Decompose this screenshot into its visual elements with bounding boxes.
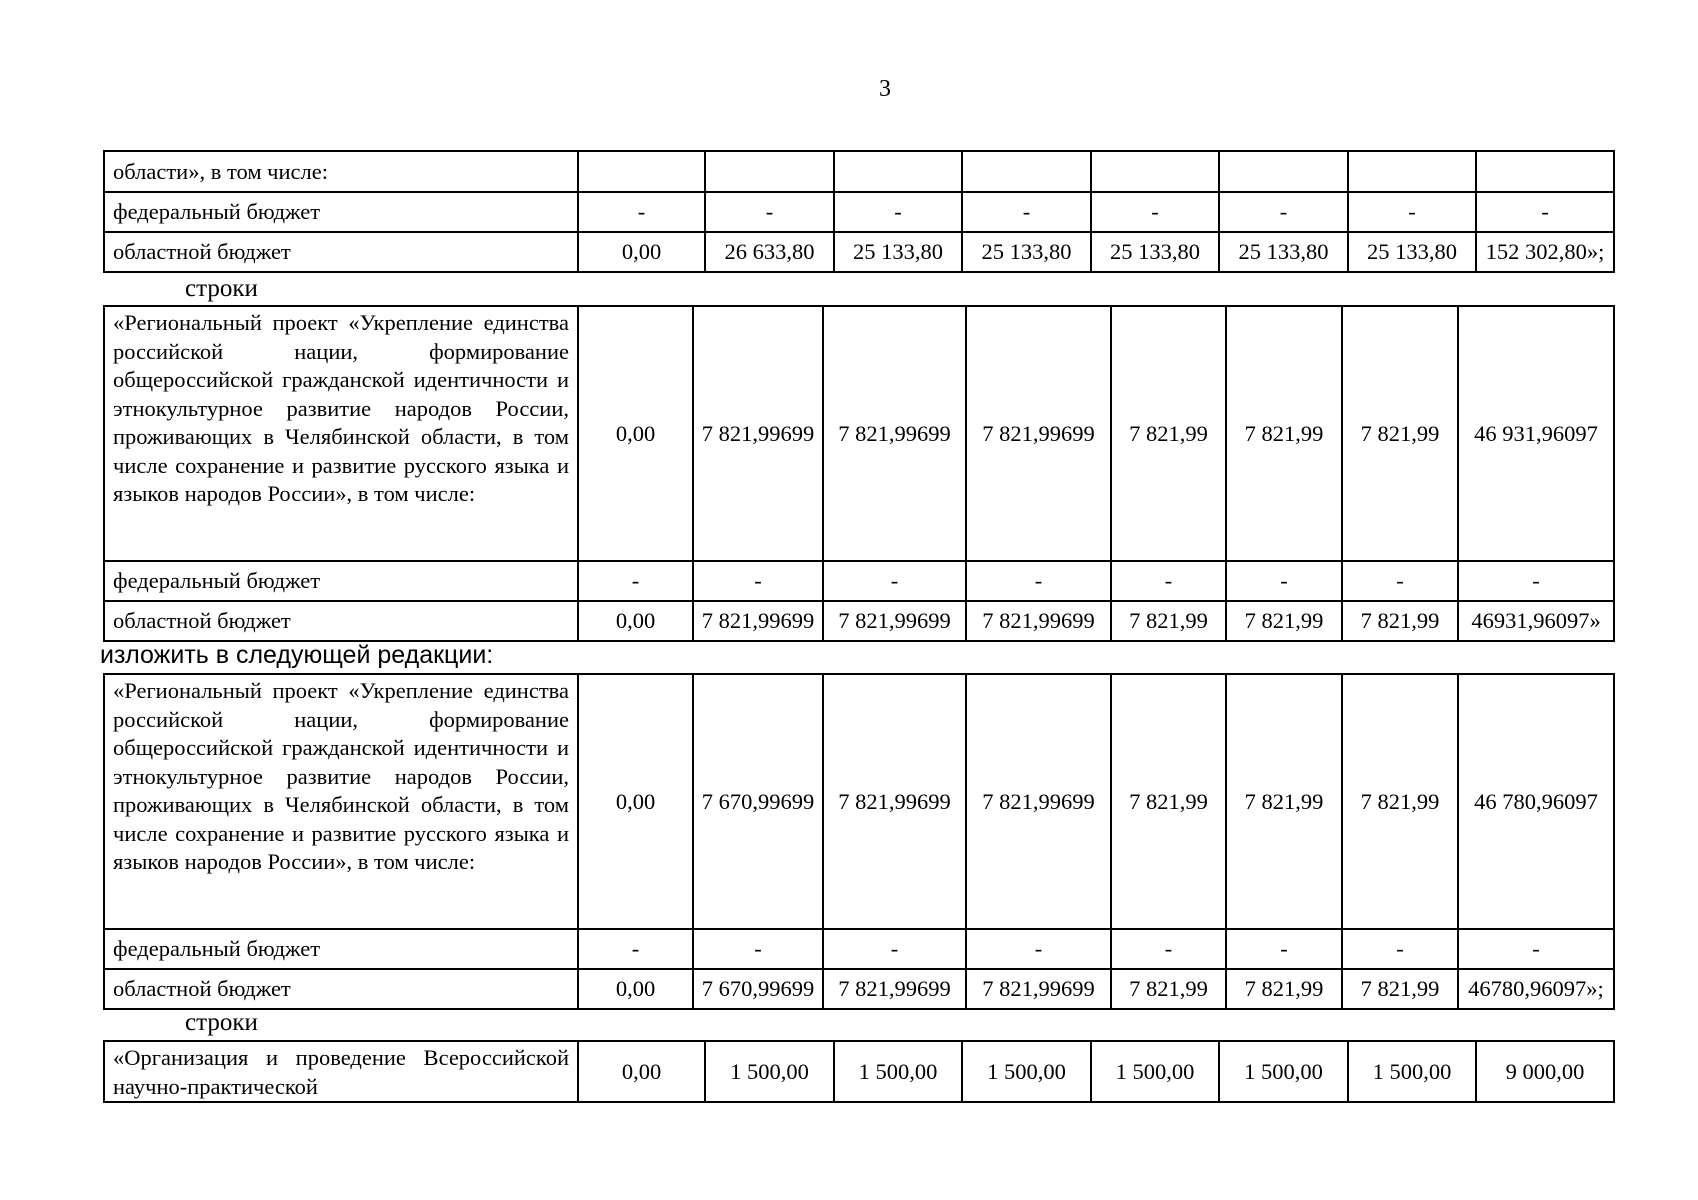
table-row	[104, 969, 1614, 1009]
cell: 7 821,99	[1226, 674, 1342, 929]
cell: 0,00	[578, 969, 693, 1009]
cell: -	[693, 561, 823, 601]
table-row	[104, 306, 1614, 561]
table-3	[103, 673, 1615, 1010]
row-label: «Региональный проект «Укрепление единства российской нации, формирование общероссийской гражданской идентичности и этнокультурное развитие народов России, проживающих в Челябинской области, в том числе сохранение и развитие русского языка и языков народов России», в том числе:	[104, 306, 578, 561]
cell: 46780,96097»;	[1458, 969, 1614, 1009]
cell: 46931,96097»	[1458, 601, 1614, 641]
cell: -	[966, 561, 1111, 601]
cell: 1 500,00	[1219, 1041, 1348, 1102]
row-label: области», в том числе:	[104, 151, 578, 192]
cell: 7 821,99	[1111, 306, 1226, 561]
cell: 7 821,99699	[966, 601, 1111, 641]
cell: -	[1476, 192, 1614, 232]
cell	[1476, 151, 1614, 192]
cell: 7 821,99	[1342, 969, 1458, 1009]
cell: 7 670,99699	[693, 969, 823, 1009]
cell: -	[966, 929, 1111, 969]
row-label: областной бюджет	[104, 969, 578, 1009]
table-row	[104, 601, 1614, 641]
table-row	[104, 151, 1614, 192]
cell: -	[1226, 561, 1342, 601]
cell: 7 821,99699	[693, 601, 823, 641]
cell: 26 633,80	[705, 232, 834, 272]
cell	[1091, 151, 1219, 192]
cell: 152 302,80»;	[1476, 232, 1614, 272]
cell: 1 500,00	[705, 1041, 834, 1102]
cell: -	[578, 192, 705, 232]
table-row	[104, 192, 1614, 232]
cell: -	[578, 561, 693, 601]
cell: 7 821,99699	[823, 601, 966, 641]
cell: 25 133,80	[1091, 232, 1219, 272]
cell: 7 821,99	[1342, 674, 1458, 929]
cell: 0,00	[578, 674, 693, 929]
cell: -	[823, 929, 966, 969]
stroki-label: строки	[185, 1009, 258, 1036]
cell: 1 500,00	[834, 1041, 962, 1102]
cell: -	[1219, 192, 1348, 232]
cell: 7 821,99699	[966, 306, 1111, 561]
cell: 7 821,99	[1111, 969, 1226, 1009]
cell: 0,00	[578, 232, 705, 272]
cell	[705, 151, 834, 192]
cell: 0,00	[578, 601, 693, 641]
cell: 0,00	[578, 306, 693, 561]
cell: -	[1458, 561, 1614, 601]
cell: 7 821,99	[1342, 306, 1458, 561]
cell: 7 821,99	[1226, 601, 1342, 641]
row-label: «Региональный проект «Укрепление единства российской нации, формирование общероссийской гражданской идентичности и этнокультурное развитие народов России, проживающих в Челябинской области, в том числе сохранение и развитие русского языка и языков народов России», в том числе:	[104, 674, 578, 929]
cell: -	[1458, 929, 1614, 969]
cell: -	[823, 561, 966, 601]
cell: -	[1111, 561, 1226, 601]
table-4	[103, 1040, 1615, 1103]
cell: 7 821,99699	[823, 674, 966, 929]
row-label: «Организация и проведение Всероссийской научно-практической	[104, 1041, 578, 1102]
cell: -	[834, 192, 962, 232]
cell: 25 133,80	[834, 232, 962, 272]
row-label: федеральный бюджет	[104, 561, 578, 601]
cell: 0,00	[578, 1041, 705, 1102]
cell: 1 500,00	[1348, 1041, 1476, 1102]
cell: 7 670,99699	[693, 674, 823, 929]
cell: 7 821,99	[1111, 674, 1226, 929]
cell	[962, 151, 1091, 192]
cell: 7 821,99699	[693, 306, 823, 561]
cell: 46 931,96097	[1458, 306, 1614, 561]
cell: 7 821,99699	[966, 674, 1111, 929]
cell: 25 133,80	[1348, 232, 1476, 272]
cell: 7 821,99	[1226, 306, 1342, 561]
table-row	[104, 232, 1614, 272]
row-label: федеральный бюджет	[104, 192, 578, 232]
cell: 25 133,80	[962, 232, 1091, 272]
cell: 7 821,99	[1342, 601, 1458, 641]
cell: 7 821,99	[1226, 969, 1342, 1009]
cell: -	[1342, 561, 1458, 601]
cell: -	[1111, 929, 1226, 969]
cell	[1348, 151, 1476, 192]
cell	[578, 151, 705, 192]
cell: 25 133,80	[1219, 232, 1348, 272]
cell: 7 821,99	[1111, 601, 1226, 641]
cell: -	[1226, 929, 1342, 969]
cell: -	[962, 192, 1091, 232]
cell: -	[1091, 192, 1219, 232]
cell: 1 500,00	[1091, 1041, 1219, 1102]
new-edition-label: изложить в следующей редакции:	[100, 641, 494, 669]
page-number: 3	[879, 76, 891, 102]
table-row	[104, 674, 1614, 929]
table-1	[103, 150, 1615, 273]
cell: -	[1348, 192, 1476, 232]
cell	[834, 151, 962, 192]
cell: 7 821,99699	[823, 969, 966, 1009]
cell: 1 500,00	[962, 1041, 1091, 1102]
stroki-label: строки	[185, 275, 258, 302]
cell: 9 000,00	[1476, 1041, 1614, 1102]
table-row	[104, 561, 1614, 601]
cell: -	[578, 929, 693, 969]
cell: 7 821,99699	[966, 969, 1111, 1009]
cell: 7 821,99699	[823, 306, 966, 561]
cell	[1219, 151, 1348, 192]
row-label: областной бюджет	[104, 232, 578, 272]
cell: 46 780,96097	[1458, 674, 1614, 929]
cell: -	[1342, 929, 1458, 969]
cell: -	[693, 929, 823, 969]
row-label: областной бюджет	[104, 601, 578, 641]
table-row	[104, 1041, 1614, 1102]
cell: -	[705, 192, 834, 232]
table-2	[103, 305, 1615, 642]
row-label: федеральный бюджет	[104, 929, 578, 969]
table-row	[104, 929, 1614, 969]
